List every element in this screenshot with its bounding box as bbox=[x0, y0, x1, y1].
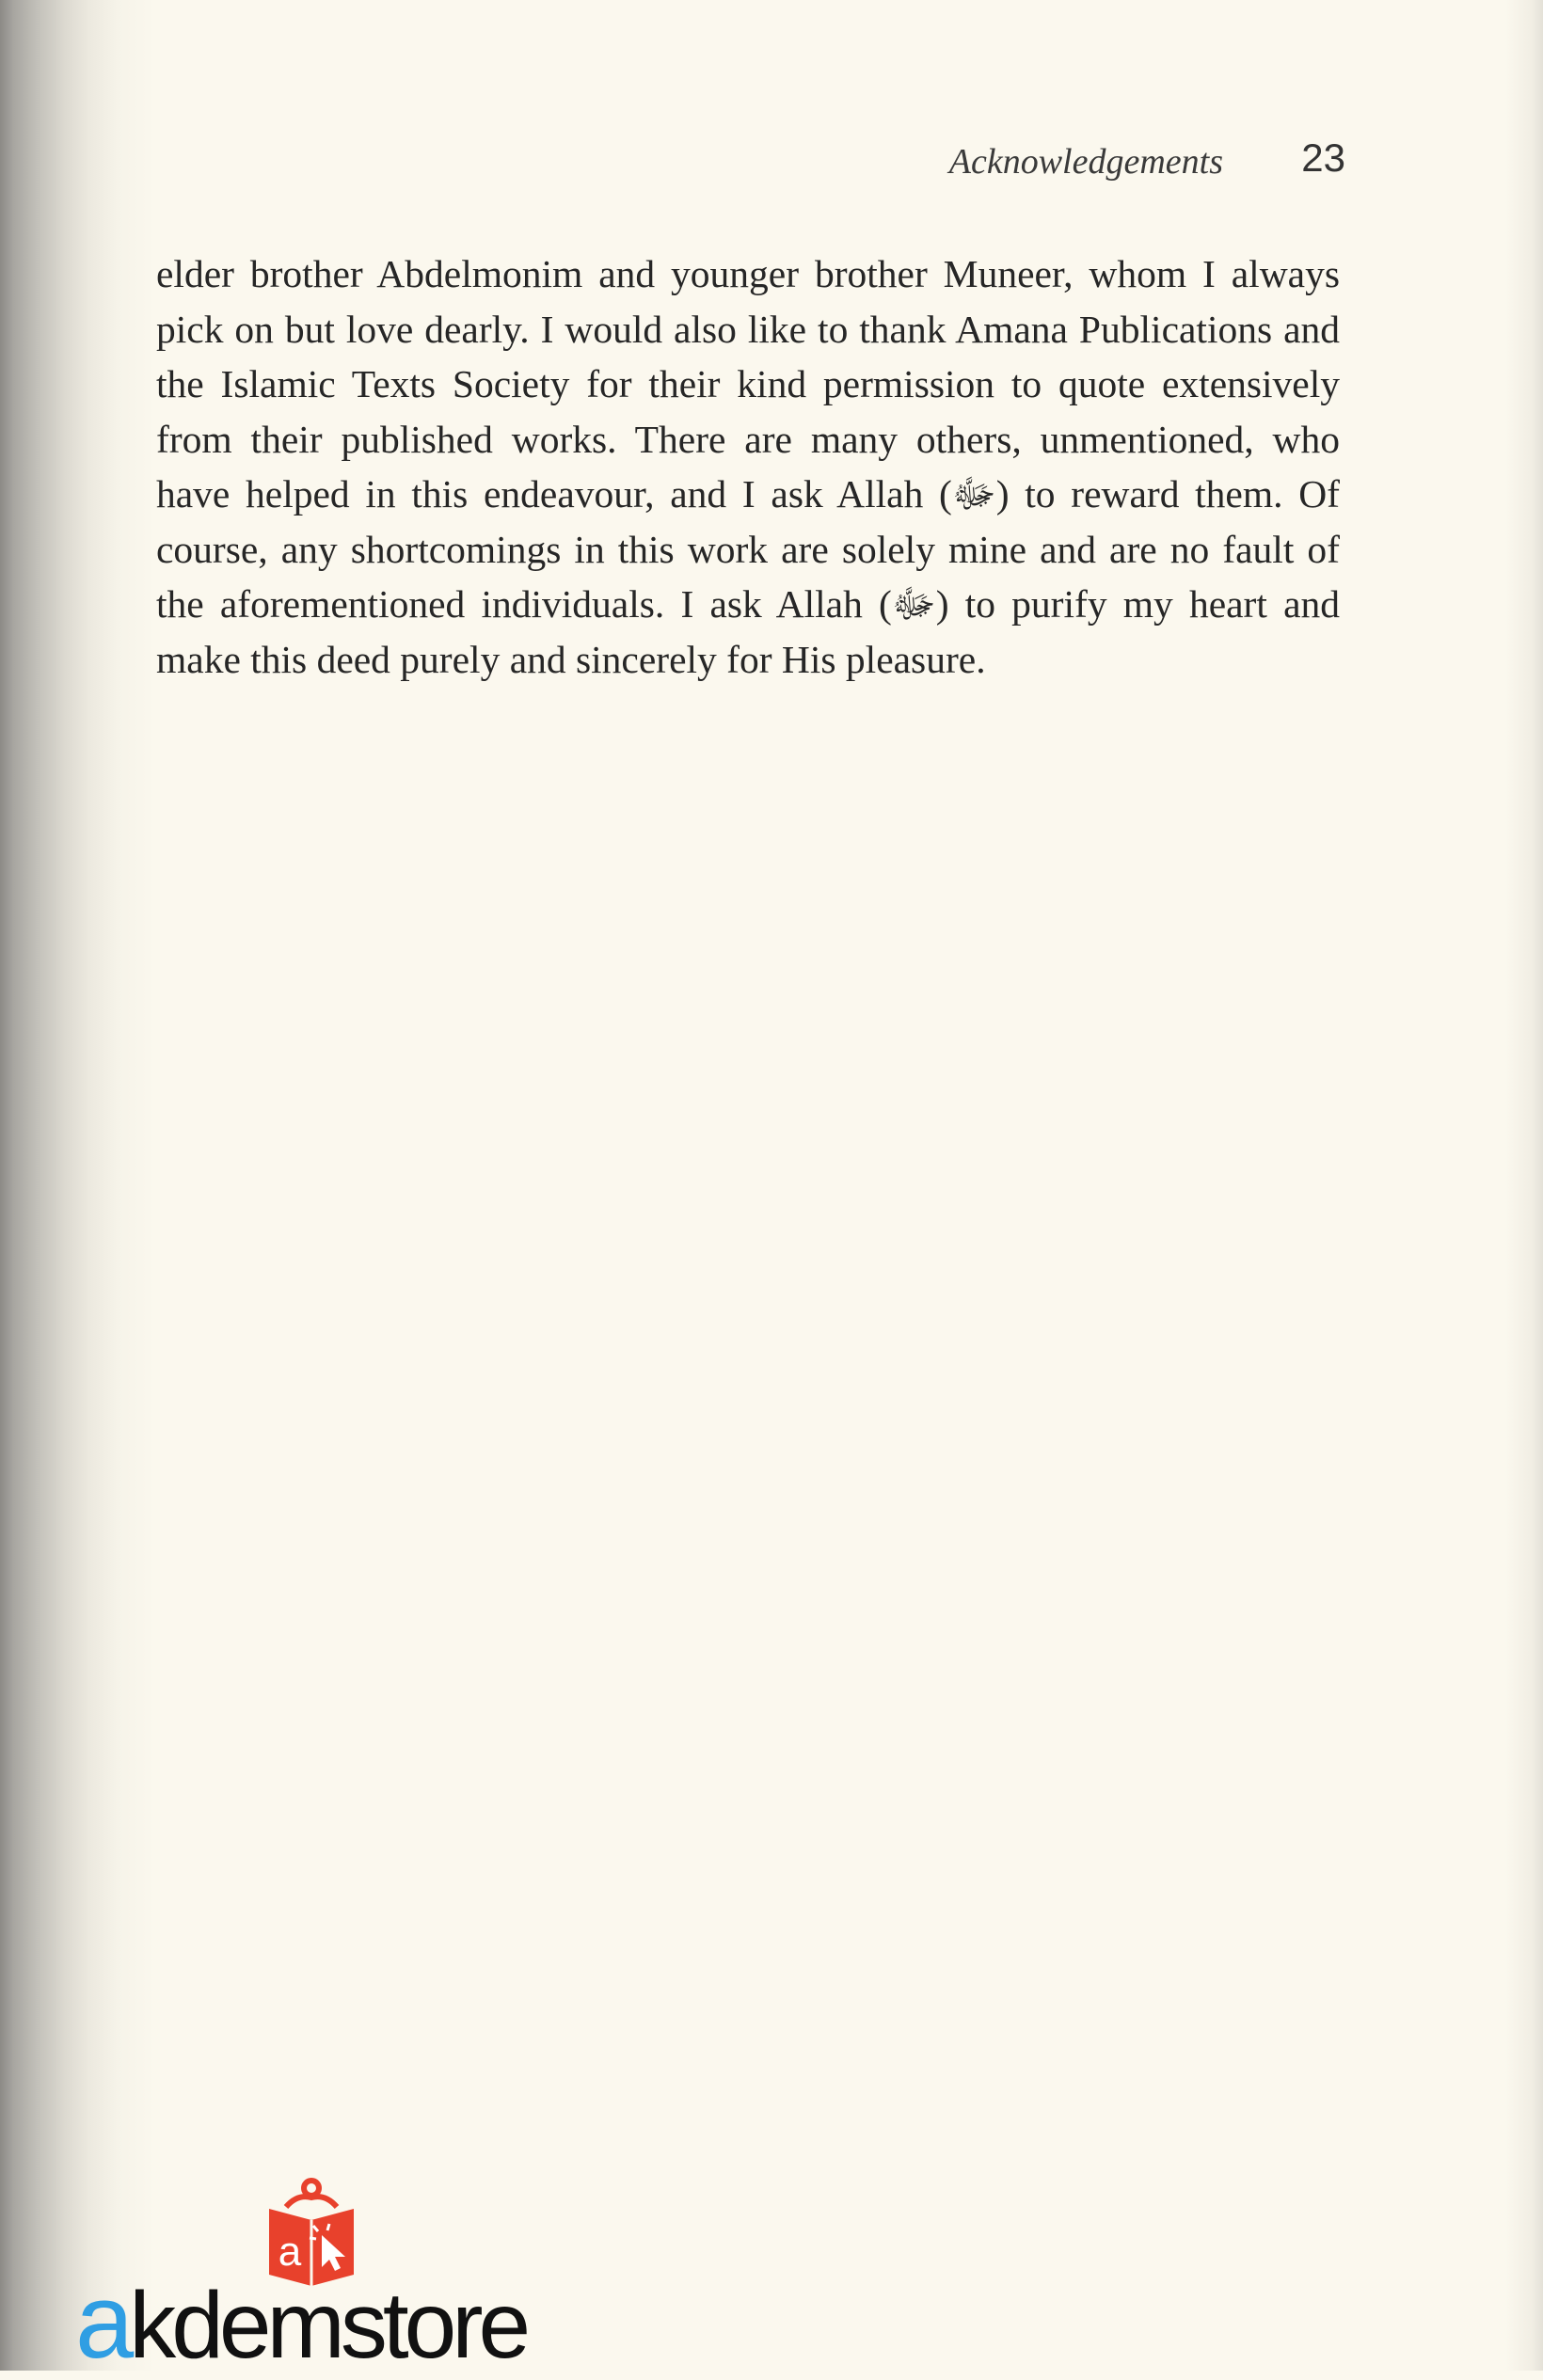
brand-first-letter: a bbox=[75, 2262, 130, 2380]
brand-wordmark bbox=[75, 2262, 527, 2380]
akdemstore-watermark bbox=[75, 2177, 565, 2380]
brand-name-rest: kdemstore bbox=[129, 2273, 527, 2378]
section-title: Acknowledgements bbox=[948, 142, 1223, 182]
body-paragraph: elder brother Abdelmonim and younger brother Muneer, whom I always pick on but love dearly. I would also like to thank Amana Publications and the Islamic Texts Society for their kind permission to quote extensively from their published works. There are many others, unmentioned, who have helped in this endeavour, and I ask Allah (ﷻ) to reward them. Of course, any shortcomings in this work are solely mine and are no fault of the aforementioned individuals. I ask Allah (ﷻ) to purify my heart and make this deed purely and sincerely for His pleasure. bbox=[156, 252, 1340, 681]
page-number: 23 bbox=[1301, 135, 1345, 180]
running-head bbox=[903, 135, 1345, 184]
icon-letter: a bbox=[278, 2229, 302, 2275]
book-cart-icon bbox=[260, 2177, 363, 2288]
